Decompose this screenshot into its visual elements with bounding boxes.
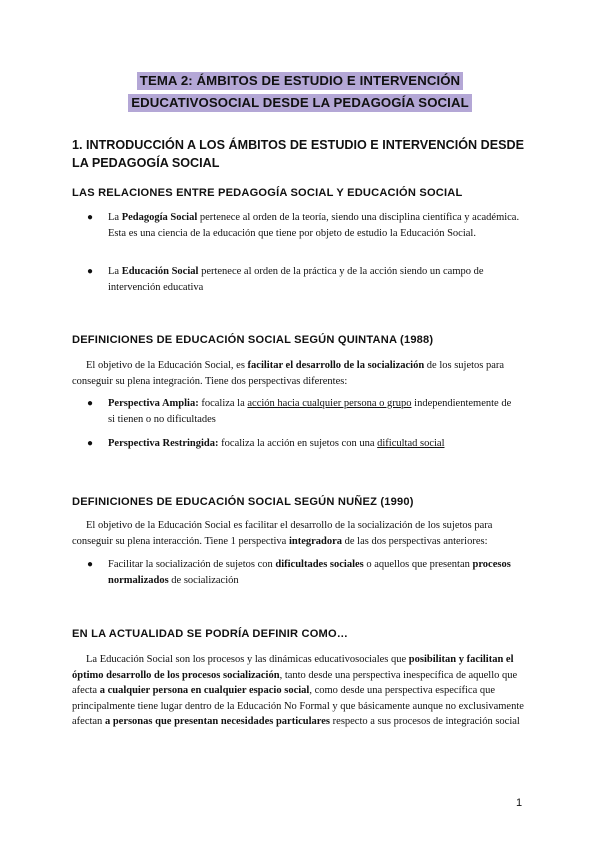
bullet-text: Facilitar la socialización de sujetos con dificultades sociales o aquellos que presentan procesos normalizados de socialización — [108, 559, 511, 586]
bullet-text: La Educación Social pertenece al orden de la práctica y de la acción siendo un campo de intervención educativa — [108, 266, 484, 293]
relations-bullet-2 — [87, 264, 520, 295]
title-line-1: TEMA 2: ÁMBITOS DE ESTUDIO E INTERVENCIÓN — [137, 72, 463, 90]
relations-heading: LAS RELACIONES ENTRE PEDAGOGÍA SOCIAL Y EDUCACIÓN SOCIAL — [72, 187, 463, 199]
quintana-heading: DEFINICIONES DE EDUCACIÓN SOCIAL SEGÚN QUINTANA (1988) — [72, 334, 434, 346]
bullet-text: Perspectiva Restringida: focaliza la acción en sujetos con una dificultad social — [108, 438, 445, 449]
section-1-heading: 1. INTRODUCCIÓN A LOS ÁMBITOS DE ESTUDIO E INTERVENCIÓN DESDE LA PEDAGOGÍA SOCIAL — [72, 138, 525, 170]
bullet-icon: ● — [87, 266, 94, 277]
bullet-icon: ● — [87, 559, 94, 570]
document-title — [0, 72, 600, 112]
nunez-bullet-1 — [87, 557, 520, 588]
quintana-paragraph: El objetivo de la Educación Social, es facilitar el desarrollo de la socialización de los sujetos para conseguir su plena integración. Tiene dos perspectivas diferentes: — [72, 360, 505, 387]
quintana-bullet-2 — [87, 436, 520, 452]
bullet-text: La Pedagogía Social pertenece al orden de la teoría, siendo una disciplina científica y académica. Esta es una ciencia de la educación que tiene por objeto de estudio la Educación Social. — [108, 212, 520, 239]
title-line-2: EDUCATIVOSOCIAL DESDE LA PEDAGOGÍA SOCIAL — [128, 94, 471, 112]
bullet-text: Perspectiva Amplia: focaliza la acción hacia cualquier persona o grupo independientemente de si tienen o no dificultades — [108, 398, 512, 425]
quintana-bullet-1 — [87, 396, 520, 427]
bullet-icon: ● — [87, 438, 94, 449]
page-number: 1 — [516, 797, 523, 809]
relations-bullet-1 — [87, 210, 520, 241]
actualidad-paragraph: La Educación Social son los procesos y las dinámicas educativosociales que posibilitan y facilitan el óptimo desarrollo de los procesos socialización, tanto desde una perspectiva inespecífica de aquello que afecta a cualquier persona en cualquier espacio social, como desde una perspectiva específica que principalmente tiene lugar dentro de la Educación No Formal y que básicamente aunque no exclusivamente afectan a personas que presentan necesidades particulares respecto a sus procesos de integración social — [72, 654, 524, 727]
bullet-icon: ● — [87, 398, 94, 409]
nunez-paragraph: El objetivo de la Educación Social es facilitar el desarrollo de la socialización de los sujetos para conseguir su plena interacción. Tiene 1 perspectiva integradora de las dos perspectivas anteriores: — [72, 520, 493, 547]
bullet-icon: ● — [87, 212, 94, 223]
nunez-heading: DEFINICIONES DE EDUCACIÓN SOCIAL SEGÚN NUÑEZ (1990) — [72, 496, 414, 508]
actualidad-heading: EN LA ACTUALIDAD SE PODRÍA DEFINIR COMO… — [72, 628, 349, 640]
